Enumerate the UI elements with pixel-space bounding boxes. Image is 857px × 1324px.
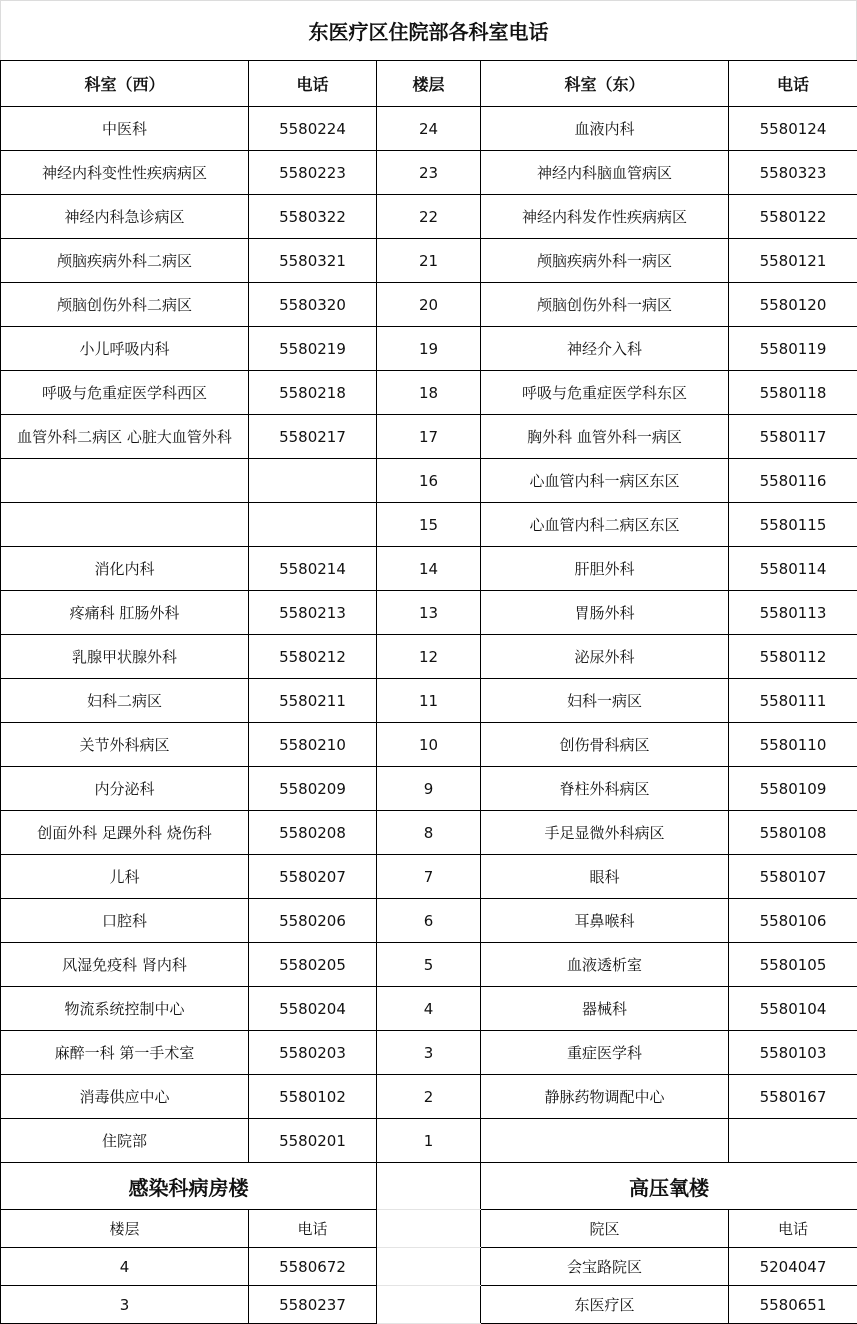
west-dept-cell: 血管外科二病区 心脏大血管外科 (1, 415, 249, 459)
west-phone-cell: 5580206 (249, 899, 377, 943)
floor-cell: 11 (377, 679, 481, 723)
west-dept-cell: 颅脑疾病外科二病区 (1, 239, 249, 283)
floor-cell: 24 (377, 107, 481, 151)
east-dept-cell (481, 1119, 729, 1163)
west-dept-cell: 消化内科 (1, 547, 249, 591)
east-phone-cell: 5580119 (729, 327, 857, 371)
east-phone-cell: 5580110 (729, 723, 857, 767)
west-phone-cell: 5580214 (249, 547, 377, 591)
west-dept-cell: 神经内科变性性疾病病区 (1, 151, 249, 195)
east-dept-cell: 脊柱外科病区 (481, 767, 729, 811)
west-phone-cell: 5580204 (249, 987, 377, 1031)
floor-cell: 17 (377, 415, 481, 459)
floor-cell: 3 (377, 1031, 481, 1075)
hyperbaric-building-title: 高压氧楼 (481, 1163, 857, 1210)
infection-col-phone: 电话 (249, 1210, 377, 1248)
east-phone-cell: 5580121 (729, 239, 857, 283)
east-phone-cell: 5580108 (729, 811, 857, 855)
west-phone-cell: 5580209 (249, 767, 377, 811)
east-dept-cell: 重症医学科 (481, 1031, 729, 1075)
west-dept-cell: 麻醉一科 第一手术室 (1, 1031, 249, 1075)
west-phone-cell: 5580322 (249, 195, 377, 239)
west-phone-cell: 5580210 (249, 723, 377, 767)
west-dept-cell: 颅脑创伤外科二病区 (1, 283, 249, 327)
table-header-row (1, 61, 857, 107)
east-phone-cell: 5580167 (729, 1075, 857, 1119)
east-phone-cell: 5580104 (729, 987, 857, 1031)
table-row (1, 987, 857, 1031)
east-phone-cell: 5580120 (729, 283, 857, 327)
hyperbaric-campus: 会宝路院区 (481, 1248, 729, 1286)
west-dept-cell: 疼痛科 肛肠外科 (1, 591, 249, 635)
east-phone-cell: 5580111 (729, 679, 857, 723)
west-dept-cell: 口腔科 (1, 899, 249, 943)
west-dept-cell: 乳腺甲状腺外科 (1, 635, 249, 679)
east-dept-cell: 胸外科 血管外科一病区 (481, 415, 729, 459)
table-row (1, 195, 857, 239)
header-east-phone: 电话 (729, 61, 857, 107)
west-dept-cell: 呼吸与危重症医学科西区 (1, 371, 249, 415)
west-dept-cell: 中医科 (1, 107, 249, 151)
header-west-phone: 电话 (249, 61, 377, 107)
west-dept-cell: 神经内科急诊病区 (1, 195, 249, 239)
infection-phone: 5580672 (249, 1248, 377, 1286)
east-dept-cell: 神经内科发作性疾病病区 (481, 195, 729, 239)
west-dept-cell (1, 503, 249, 547)
table-row (1, 723, 857, 767)
east-dept-cell: 静脉药物调配中心 (481, 1075, 729, 1119)
west-phone-cell: 5580217 (249, 415, 377, 459)
west-phone-cell: 5580213 (249, 591, 377, 635)
west-phone-cell: 5580207 (249, 855, 377, 899)
east-dept-cell: 心血管内科二病区东区 (481, 503, 729, 547)
east-dept-cell: 心血管内科一病区东区 (481, 459, 729, 503)
west-phone-cell (249, 459, 377, 503)
west-phone-cell: 5580211 (249, 679, 377, 723)
west-dept-cell: 小儿呼吸内科 (1, 327, 249, 371)
east-dept-cell: 器械科 (481, 987, 729, 1031)
east-dept-cell: 神经内科脑血管病区 (481, 151, 729, 195)
east-phone-cell: 5580106 (729, 899, 857, 943)
floor-cell: 5 (377, 943, 481, 987)
west-dept-cell: 住院部 (1, 1119, 249, 1163)
east-dept-cell: 手足显微外科病区 (481, 811, 729, 855)
east-phone-cell: 5580107 (729, 855, 857, 899)
floor-cell: 14 (377, 547, 481, 591)
floor-cell: 1 (377, 1119, 481, 1163)
spacer-cell (377, 1286, 481, 1324)
page-title: 东医疗区住院部各科室电话 (0, 0, 857, 60)
west-dept-cell: 创面外科 足踝外科 烧伤科 (1, 811, 249, 855)
infection-floor: 3 (1, 1286, 249, 1324)
east-dept-cell: 血液内科 (481, 107, 729, 151)
table-row (1, 283, 857, 327)
west-dept-cell: 妇科二病区 (1, 679, 249, 723)
east-phone-cell: 5580113 (729, 591, 857, 635)
table-row (1, 1031, 857, 1075)
header-floor: 楼层 (377, 61, 481, 107)
hyperbaric-phone: 5204047 (729, 1248, 857, 1286)
east-phone-cell: 5580103 (729, 1031, 857, 1075)
west-dept-cell: 物流系统控制中心 (1, 987, 249, 1031)
table-row (1, 1119, 857, 1163)
floor-cell: 18 (377, 371, 481, 415)
floor-cell: 13 (377, 591, 481, 635)
floor-cell: 6 (377, 899, 481, 943)
table-row (1, 1248, 857, 1286)
west-dept-cell (1, 459, 249, 503)
west-phone-cell: 5580212 (249, 635, 377, 679)
table-row (1, 635, 857, 679)
spacer-cell (377, 1163, 481, 1210)
west-phone-cell: 5580201 (249, 1119, 377, 1163)
west-phone-cell (249, 503, 377, 547)
west-dept-cell: 消毒供应中心 (1, 1075, 249, 1119)
infection-col-floor: 楼层 (1, 1210, 249, 1248)
west-phone-cell: 5580203 (249, 1031, 377, 1075)
table-row (1, 943, 857, 987)
table-row (1, 107, 857, 151)
east-phone-cell: 5580116 (729, 459, 857, 503)
floor-cell: 4 (377, 987, 481, 1031)
table-row (1, 811, 857, 855)
east-phone-cell: 5580124 (729, 107, 857, 151)
annex-buildings-table (0, 1162, 857, 1324)
east-phone-cell: 5580105 (729, 943, 857, 987)
west-phone-cell: 5580219 (249, 327, 377, 371)
infection-floor: 4 (1, 1248, 249, 1286)
east-dept-cell: 胃肠外科 (481, 591, 729, 635)
east-dept-cell: 血液透析室 (481, 943, 729, 987)
header-west-dept: 科室（西） (1, 61, 249, 107)
table-row (1, 459, 857, 503)
east-dept-cell: 创伤骨科病区 (481, 723, 729, 767)
floor-cell: 7 (377, 855, 481, 899)
east-dept-cell: 妇科一病区 (481, 679, 729, 723)
table-row (1, 591, 857, 635)
table-row (1, 679, 857, 723)
west-dept-cell: 儿科 (1, 855, 249, 899)
east-dept-cell: 神经介入科 (481, 327, 729, 371)
east-phone-cell: 5580112 (729, 635, 857, 679)
west-dept-cell: 风湿免疫科 肾内科 (1, 943, 249, 987)
table-row (1, 239, 857, 283)
table-row (1, 547, 857, 591)
spacer-cell (377, 1210, 481, 1248)
west-phone-cell: 5580224 (249, 107, 377, 151)
east-phone-cell: 5580109 (729, 767, 857, 811)
east-dept-cell: 泌尿外科 (481, 635, 729, 679)
east-phone-cell: 5580115 (729, 503, 857, 547)
hyperbaric-col-phone: 电话 (729, 1210, 857, 1248)
east-phone-cell: 5580117 (729, 415, 857, 459)
east-phone-cell (729, 1119, 857, 1163)
table-row (1, 855, 857, 899)
east-dept-cell: 耳鼻喉科 (481, 899, 729, 943)
table-row (1, 503, 857, 547)
table-row (1, 1286, 857, 1324)
floor-cell: 20 (377, 283, 481, 327)
infection-building-title: 感染科病房楼 (1, 1163, 377, 1210)
hyperbaric-campus: 东医疗区 (481, 1286, 729, 1324)
west-phone-cell: 5580218 (249, 371, 377, 415)
table-row (1, 371, 857, 415)
east-phone-cell: 5580323 (729, 151, 857, 195)
east-dept-cell: 颅脑创伤外科一病区 (481, 283, 729, 327)
department-phone-table (0, 60, 857, 1163)
table-row (1, 899, 857, 943)
west-phone-cell: 5580205 (249, 943, 377, 987)
west-phone-cell: 5580223 (249, 151, 377, 195)
floor-cell: 9 (377, 767, 481, 811)
infection-phone: 5580237 (249, 1286, 377, 1324)
floor-cell: 19 (377, 327, 481, 371)
east-dept-cell: 肝胆外科 (481, 547, 729, 591)
east-dept-cell: 眼科 (481, 855, 729, 899)
floor-cell: 15 (377, 503, 481, 547)
floor-cell: 16 (377, 459, 481, 503)
table-row (1, 151, 857, 195)
floor-cell: 22 (377, 195, 481, 239)
east-phone-cell: 5580118 (729, 371, 857, 415)
table-row (1, 415, 857, 459)
floor-cell: 23 (377, 151, 481, 195)
east-dept-cell: 颅脑疾病外科一病区 (481, 239, 729, 283)
floor-cell: 12 (377, 635, 481, 679)
west-phone-cell: 5580208 (249, 811, 377, 855)
spacer-cell (377, 1248, 481, 1286)
west-dept-cell: 关节外科病区 (1, 723, 249, 767)
table-row (1, 1075, 857, 1119)
floor-cell: 21 (377, 239, 481, 283)
floor-cell: 2 (377, 1075, 481, 1119)
table-row (1, 327, 857, 371)
table-row (1, 767, 857, 811)
east-phone-cell: 5580114 (729, 547, 857, 591)
west-phone-cell: 5580102 (249, 1075, 377, 1119)
hyperbaric-phone: 5580651 (729, 1286, 857, 1324)
west-dept-cell: 内分泌科 (1, 767, 249, 811)
east-dept-cell: 呼吸与危重症医学科东区 (481, 371, 729, 415)
west-phone-cell: 5580320 (249, 283, 377, 327)
east-phone-cell: 5580122 (729, 195, 857, 239)
header-east-dept: 科室（东） (481, 61, 729, 107)
hyperbaric-col-campus: 院区 (481, 1210, 729, 1248)
west-phone-cell: 5580321 (249, 239, 377, 283)
floor-cell: 10 (377, 723, 481, 767)
floor-cell: 8 (377, 811, 481, 855)
